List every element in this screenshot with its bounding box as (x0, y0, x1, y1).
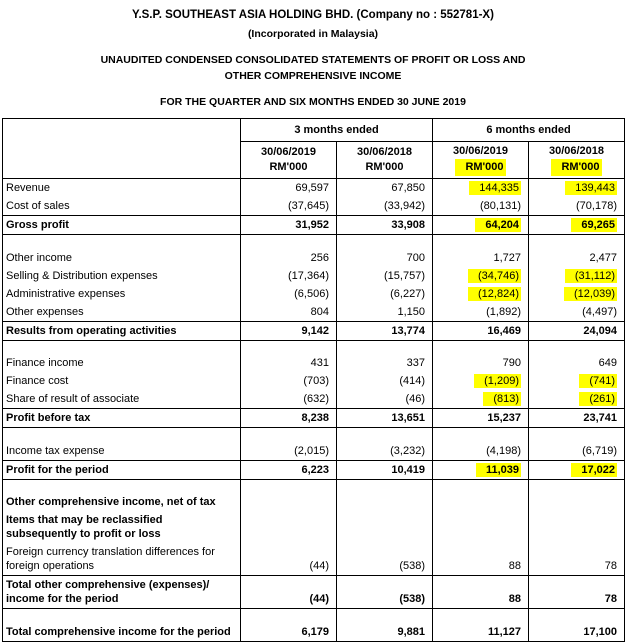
value-cell (241, 479, 337, 493)
value-cell (529, 249, 625, 267)
value-cell (241, 493, 337, 511)
value-cell (529, 267, 625, 285)
row-label: Income tax expense (3, 442, 241, 461)
highlighted-value: 144,335 (469, 181, 521, 195)
value-cell (529, 479, 625, 493)
value-cell (433, 267, 529, 285)
value-cell (433, 428, 529, 442)
row-label: Administrative expenses (3, 285, 241, 303)
row-label: Finance cost (3, 372, 241, 390)
statement-row (3, 321, 625, 340)
value-cell (241, 303, 337, 322)
highlighted-value: 17,022 (571, 463, 617, 477)
statement-row (3, 460, 625, 479)
statement-row (3, 249, 625, 267)
statement-table (2, 118, 625, 642)
row-label: Share of result of associate (3, 390, 241, 409)
row-label: Total comprehensive income for the period (3, 623, 241, 642)
value-cell (529, 390, 625, 409)
value-cell (529, 543, 625, 576)
value: 256 (310, 251, 329, 264)
value: (37,645) (288, 200, 329, 212)
value-cell (241, 235, 337, 249)
highlighted-value: 69,265 (571, 218, 617, 232)
value-cell (433, 479, 529, 493)
column-header-3m-2018 (337, 142, 433, 179)
highlighted-value: 139,443 (565, 181, 617, 195)
row-label (3, 340, 241, 354)
value-cell (241, 390, 337, 409)
value: 16,469 (487, 324, 521, 337)
value: (6,506) (294, 287, 329, 300)
value: 23,741 (583, 412, 617, 424)
row-label: Finance income (3, 354, 241, 372)
value-cell (433, 460, 529, 479)
value-cell (433, 609, 529, 623)
value-cell (337, 623, 433, 642)
row-label (3, 428, 241, 442)
value-cell (529, 354, 625, 372)
value-cell (529, 460, 625, 479)
row-label: Foreign currency translation differences for foreign operations (3, 543, 241, 576)
document-header (0, 0, 626, 108)
value: 17,100 (583, 625, 617, 638)
group-header-row (3, 119, 625, 142)
statement-title (0, 52, 626, 84)
value: (703) (303, 375, 329, 387)
highlighted-value: (741) (579, 374, 617, 388)
row-label: Profit for the period (3, 460, 241, 479)
period-line: FOR THE QUARTER AND SIX MONTHS ENDED 30 JUNE 2019 (160, 96, 466, 108)
value-cell (241, 285, 337, 303)
value-cell (529, 179, 625, 198)
highlighted-value: (1,209) (474, 374, 521, 388)
value-cell (433, 303, 529, 322)
value-cell (433, 543, 529, 576)
value-cell (529, 409, 625, 428)
value-cell (433, 285, 529, 303)
highlighted-value: 11,039 (476, 463, 521, 477)
value-cell (433, 354, 529, 372)
row-label: Selling & Distribution expenses (3, 267, 241, 285)
statement-row (3, 511, 625, 543)
value-cell (337, 543, 433, 576)
value: 69,597 (295, 182, 329, 194)
value-cell (433, 390, 529, 409)
value: 11,127 (487, 625, 521, 638)
value: 13,774 (391, 324, 425, 337)
value-cell (337, 372, 433, 390)
company-title: Y.S.P. SOUTHEAST ASIA HOLDING BHD. (Company no : 552781-X) (132, 9, 494, 21)
value: (15,757) (384, 269, 425, 282)
value-cell (433, 409, 529, 428)
row-label: Gross profit (3, 216, 241, 235)
value-cell (433, 493, 529, 511)
value-cell (337, 460, 433, 479)
value: (4,198) (486, 444, 521, 457)
value: (17,364) (288, 269, 329, 282)
value: 700 (406, 251, 425, 264)
value-cell (241, 409, 337, 428)
statement-row (3, 623, 625, 642)
value-cell (529, 216, 625, 235)
value-cell (241, 576, 337, 609)
value: (33,942) (384, 200, 425, 212)
value: 2,477 (589, 251, 617, 264)
value-cell (433, 197, 529, 216)
statement-row (3, 197, 625, 216)
value-cell (241, 179, 337, 198)
value-cell (241, 354, 337, 372)
value-cell (337, 235, 433, 249)
value: (44) (309, 593, 329, 605)
statement-body (3, 179, 625, 642)
value-cell (433, 511, 529, 543)
spacer-row (3, 235, 625, 249)
row-label: Profit before tax (3, 409, 241, 428)
column-unit: RM'000 (365, 160, 404, 173)
value-cell (337, 493, 433, 511)
value-cell (241, 460, 337, 479)
column-unit: RM'000 (551, 159, 601, 176)
value-cell (529, 609, 625, 623)
statement-row (3, 409, 625, 428)
value-cell (433, 235, 529, 249)
value-cell (529, 303, 625, 322)
value-cell (433, 340, 529, 354)
statement-row (3, 576, 625, 609)
value-cell (529, 511, 625, 543)
statement-row (3, 285, 625, 303)
column-header-6m-2019 (433, 142, 529, 179)
value-cell (241, 267, 337, 285)
corner-cell (3, 119, 241, 179)
value-cell (337, 197, 433, 216)
value-cell (433, 249, 529, 267)
value: 67,850 (391, 182, 425, 194)
value-cell (241, 321, 337, 340)
column-header-3m-2019 (241, 142, 337, 179)
row-label: Other comprehensive income, net of tax (3, 493, 241, 511)
value-cell (241, 609, 337, 623)
value: 78 (604, 593, 617, 605)
value: 6,179 (301, 625, 329, 638)
value: 337 (406, 357, 425, 369)
value: (6,227) (390, 287, 425, 300)
value-cell (529, 493, 625, 511)
value: 88 (508, 593, 521, 605)
value-cell (241, 511, 337, 543)
column-unit: RM'000 (269, 160, 308, 173)
value-cell (529, 340, 625, 354)
statement-row (3, 372, 625, 390)
value: (6,719) (582, 444, 617, 457)
row-label (3, 609, 241, 623)
value-cell (529, 235, 625, 249)
statement-row (3, 179, 625, 198)
group-header-3-months: 3 months ended (241, 119, 433, 142)
spacer-row (3, 609, 625, 623)
value: (2,015) (294, 444, 329, 457)
value: (44) (309, 560, 329, 572)
highlighted-value: (34,746) (468, 269, 521, 283)
row-label: Items that may be reclassified subsequently to profit or loss (3, 511, 241, 543)
value-cell (241, 340, 337, 354)
value-cell (433, 442, 529, 461)
statement-row (3, 267, 625, 285)
value: 431 (310, 357, 329, 369)
statement-title-line-2: OTHER COMPREHENSIVE INCOME (224, 70, 402, 82)
value: 9,881 (397, 625, 425, 638)
value: (538) (399, 593, 425, 605)
value: (1,892) (486, 305, 521, 318)
value-cell (433, 576, 529, 609)
statement-row (3, 354, 625, 372)
value-cell (337, 216, 433, 235)
value-cell (337, 340, 433, 354)
value: 790 (502, 357, 521, 369)
value: (80,131) (480, 200, 521, 212)
row-label: Total other comprehensive (expenses)/ income for the period (3, 576, 241, 609)
value-cell (241, 197, 337, 216)
value-cell (241, 623, 337, 642)
value-cell (529, 372, 625, 390)
value-cell (337, 442, 433, 461)
value-cell (337, 249, 433, 267)
statement-row (3, 216, 625, 235)
column-date: 30/06/2019 (260, 145, 317, 158)
value-cell (529, 576, 625, 609)
value: 6,223 (301, 463, 329, 476)
value: 1,150 (397, 305, 425, 318)
value-cell (337, 267, 433, 285)
value: (538) (399, 560, 425, 572)
value: (4,497) (582, 305, 617, 318)
value-cell (337, 428, 433, 442)
row-label: Other expenses (3, 303, 241, 322)
column-header-6m-2018 (529, 142, 625, 179)
column-date: 30/06/2019 (452, 144, 509, 157)
value-cell (337, 511, 433, 543)
column-unit: RM'000 (455, 159, 505, 176)
statement-row (3, 303, 625, 322)
value: 8,238 (301, 412, 329, 424)
value-cell (337, 409, 433, 428)
value-cell (337, 390, 433, 409)
value-cell (241, 249, 337, 267)
spacer-row (3, 428, 625, 442)
value-cell (241, 372, 337, 390)
highlighted-value: (31,112) (565, 269, 617, 283)
value-cell (241, 442, 337, 461)
value: (632) (303, 393, 329, 405)
value-cell (241, 216, 337, 235)
value: 804 (310, 305, 329, 318)
value-cell (241, 543, 337, 576)
highlighted-value: (12,824) (468, 287, 521, 301)
row-label: Other income (3, 249, 241, 267)
value-cell (433, 216, 529, 235)
value: 88 (508, 560, 521, 572)
value-cell (433, 623, 529, 642)
value-cell (241, 428, 337, 442)
statement-row (3, 493, 625, 511)
value: 31,952 (295, 219, 329, 231)
value-cell (337, 321, 433, 340)
value: 15,237 (487, 412, 521, 424)
value: 24,094 (583, 324, 617, 337)
value: 78 (604, 560, 617, 572)
row-label: Results from operating activities (3, 321, 241, 340)
value-cell (337, 303, 433, 322)
value: 33,908 (391, 219, 425, 231)
column-date: 30/06/2018 (548, 144, 605, 157)
value-cell (529, 321, 625, 340)
statement-row (3, 543, 625, 576)
value-cell (337, 179, 433, 198)
value-cell (337, 479, 433, 493)
statement-row (3, 442, 625, 461)
value-cell (529, 197, 625, 216)
value-cell (337, 609, 433, 623)
row-label: Revenue (3, 179, 241, 198)
value: 13,651 (391, 412, 425, 424)
highlighted-value: (813) (483, 392, 521, 406)
value: (3,232) (390, 444, 425, 457)
incorporation-line: (Incorporated in Malaysia) (247, 28, 379, 40)
group-header-6-months: 6 months ended (433, 119, 625, 142)
value-cell (337, 354, 433, 372)
spacer-row (3, 340, 625, 354)
row-label (3, 479, 241, 493)
value-cell (529, 285, 625, 303)
statement-title-line-1: UNAUDITED CONDENSED CONSOLIDATED STATEMENTS OF PROFIT OR LOSS AND (100, 54, 526, 66)
value: 9,142 (301, 324, 329, 337)
value-cell (337, 576, 433, 609)
value: 649 (598, 357, 617, 369)
spacer-row (3, 479, 625, 493)
highlighted-value: (261) (579, 392, 617, 406)
value-cell (529, 428, 625, 442)
value-cell (433, 372, 529, 390)
column-date: 30/06/2018 (356, 145, 413, 158)
row-label: Cost of sales (3, 197, 241, 216)
value: (414) (399, 375, 425, 387)
value: 1,727 (493, 251, 521, 264)
value-cell (529, 442, 625, 461)
row-label (3, 235, 241, 249)
value: (46) (405, 393, 425, 405)
value: 10,419 (391, 463, 425, 476)
value-cell (433, 179, 529, 198)
statement-row (3, 390, 625, 409)
value-cell (433, 321, 529, 340)
value: (70,178) (576, 200, 617, 212)
highlighted-value: 64,204 (475, 218, 521, 232)
highlighted-value: (12,039) (564, 287, 617, 301)
value-cell (529, 623, 625, 642)
value-cell (337, 285, 433, 303)
